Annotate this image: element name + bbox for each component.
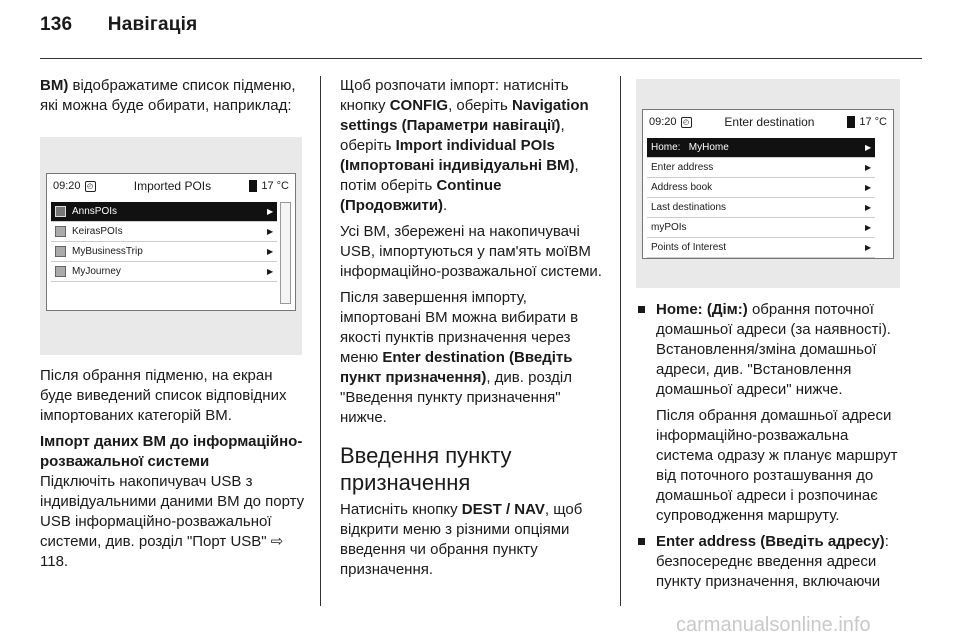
status-bar: [643, 110, 893, 134]
column-divider-2: [620, 76, 621, 606]
page-reference: 118.: [40, 553, 69, 570]
thermometer-icon: [249, 180, 257, 192]
list-item-label: Home: MyHome: [651, 142, 729, 153]
clock-time: 09:20: [53, 180, 81, 192]
list-item-label: Last destinations: [651, 202, 727, 213]
paragraph-all-bm: Усі BM, збережені на накопичувачі USB, імпортуються у пам'ять моїBM інформаційно-розважальної системи.: [340, 223, 602, 280]
screen-title: Imported POIs: [133, 179, 212, 193]
bullet-icon: [638, 306, 645, 313]
text: : безпосереднє введення адреси пункту призначення, включаючи: [656, 533, 889, 590]
list-item-label: MyJourney: [72, 266, 121, 277]
paragraph-home-routing: Після обрання домашньої адреси інформаційно-розважальна система одразу ж планує маршрут від поточного розташування до домашньої адреси і розпочинає супроводження маршруту.: [656, 407, 898, 524]
paragraph-import: [40, 472, 308, 572]
page-reference-icon: ⇨: [270, 533, 284, 550]
status-bar: [47, 174, 295, 198]
display-screen: [46, 173, 296, 311]
temperature: 17 °C: [859, 116, 887, 128]
chevron-right-icon: ▶: [267, 227, 274, 236]
poi-list: [51, 202, 277, 282]
list-item-label: KeirasPOIs: [72, 226, 123, 237]
folder-icon: [55, 246, 66, 257]
paragraph-after-submenu: Після обрання підменю, на екран буде виведений список відповідних імпортованих категорій BM.: [40, 367, 287, 424]
list-item[interactable]: [51, 202, 277, 222]
text: .: [443, 197, 448, 214]
temperature: 17 °C: [261, 180, 289, 192]
text: , потім оберіть: [340, 157, 579, 194]
chevron-right-icon: ▶: [865, 183, 872, 192]
list-item-label: Enter address: [651, 162, 714, 173]
list-item-label: myPOIs: [651, 222, 687, 233]
bullet-icon: [638, 538, 645, 545]
header-rule: [40, 58, 922, 59]
text: , щоб відкрити меню з різними опціями введення чи обрання пункту призначення.: [340, 501, 583, 578]
column-1: [40, 76, 304, 122]
thermometer-icon: [847, 116, 855, 128]
folder-icon: [55, 226, 66, 237]
list-item[interactable]: [51, 262, 277, 282]
column-2: [340, 76, 606, 586]
watermark: carmanualsonline.info: [676, 614, 871, 636]
menu-item-enter-address[interactable]: [647, 158, 875, 178]
import-heading: Імпорт даних BM до інформаційно-розважальної системи: [40, 433, 303, 470]
chevron-right-icon: ▶: [267, 267, 274, 276]
text: , оберіть: [340, 117, 565, 154]
import-text: Підключіть накопичувач USB з індивідуальними даними BM до порту USB інформаційно-розважальної системи, див. розділ "Порт USB": [40, 473, 305, 550]
list-item[interactable]: [51, 222, 277, 242]
paragraph-intro: [40, 76, 304, 116]
chevron-right-icon: ▶: [865, 203, 872, 212]
text: Після завершення імпорту, імпортовані BM можна вибирати в якості пунктів призначення через меню: [340, 289, 579, 366]
column-divider-1: [320, 76, 321, 606]
text: Щоб розпочати імпорт: натисніть кнопку: [340, 77, 569, 114]
page-number: 136: [40, 14, 73, 35]
menu-item-last-destinations[interactable]: [647, 198, 875, 218]
chevron-right-icon: ▶: [267, 247, 274, 256]
list-item-label: Address book: [651, 182, 713, 193]
config-button-ref: CONFIG: [389, 97, 449, 114]
clock-icon: ◴: [85, 181, 96, 192]
page-header: [40, 14, 197, 36]
intro-bold: BM): [40, 77, 69, 94]
column-3: [636, 300, 904, 598]
chevron-right-icon: ▶: [267, 207, 274, 216]
list-item[interactable]: [51, 242, 277, 262]
display-screen: [642, 109, 894, 259]
page-title: Навігація: [107, 14, 198, 35]
screenshot-enter-destination: [636, 79, 900, 288]
folder-icon: [55, 266, 66, 277]
text: , оберіть: [448, 97, 513, 114]
screenshot-imported-pois: [40, 137, 302, 355]
menu-item-home[interactable]: [647, 138, 875, 158]
destination-menu: [647, 138, 875, 258]
continue-ref: Continue (Продовжити): [340, 177, 502, 214]
bullet-home: [636, 300, 904, 400]
list-item-label: Points of Interest: [651, 242, 727, 253]
list-item-label: MyBusinessTrip: [72, 246, 143, 257]
clock-time: 09:20: [649, 116, 677, 128]
dest-nav-ref: DEST / NAV: [461, 501, 545, 518]
bullet-enter-address: [636, 532, 904, 592]
enter-address-ref: Enter address (Введіть адресу): [656, 533, 885, 550]
text: , див. розділ "Введення пункту призначення" нижче.: [340, 369, 573, 426]
chevron-right-icon: ▶: [865, 243, 872, 252]
paragraph-dest-nav: [340, 500, 606, 580]
scrollbar[interactable]: [280, 202, 291, 304]
home-ref: Home: (Дім:): [656, 301, 748, 318]
clock-icon: ◴: [681, 117, 692, 128]
import-pois-ref: Import individual POIs (Імпортовані індивідуальні BM): [340, 137, 575, 174]
chevron-right-icon: ▶: [865, 163, 872, 172]
chevron-right-icon: ▶: [865, 223, 872, 232]
column-1-lower: [40, 366, 308, 578]
enter-destination-ref: Enter destination (Введіть пункт призначення): [340, 349, 573, 386]
paragraph-start-import: [340, 76, 606, 216]
menu-item-address-book[interactable]: [647, 178, 875, 198]
folder-icon: [55, 206, 66, 217]
nav-settings-ref: Navigation settings (Параметри навігації): [340, 97, 589, 134]
section-heading: Введення пункту призначення: [340, 443, 512, 495]
intro-text: відображатиме список підменю, які можна буде обирати, наприклад:: [40, 77, 296, 114]
text: обрання поточної домашньої адреси (за наявності). Встановлення/зміна домашньої адреси, див. "Встановлення домашньої адреси" нижче.: [656, 301, 891, 398]
chevron-right-icon: ▶: [865, 143, 872, 152]
list-item-label: AnnsPOIs: [72, 206, 118, 217]
menu-item-mypois[interactable]: [647, 218, 875, 238]
screen-title: Enter destination: [724, 115, 815, 129]
paragraph-after-import: [340, 288, 606, 428]
text: Натисніть кнопку: [340, 501, 462, 518]
menu-item-points-of-interest[interactable]: [647, 238, 875, 258]
